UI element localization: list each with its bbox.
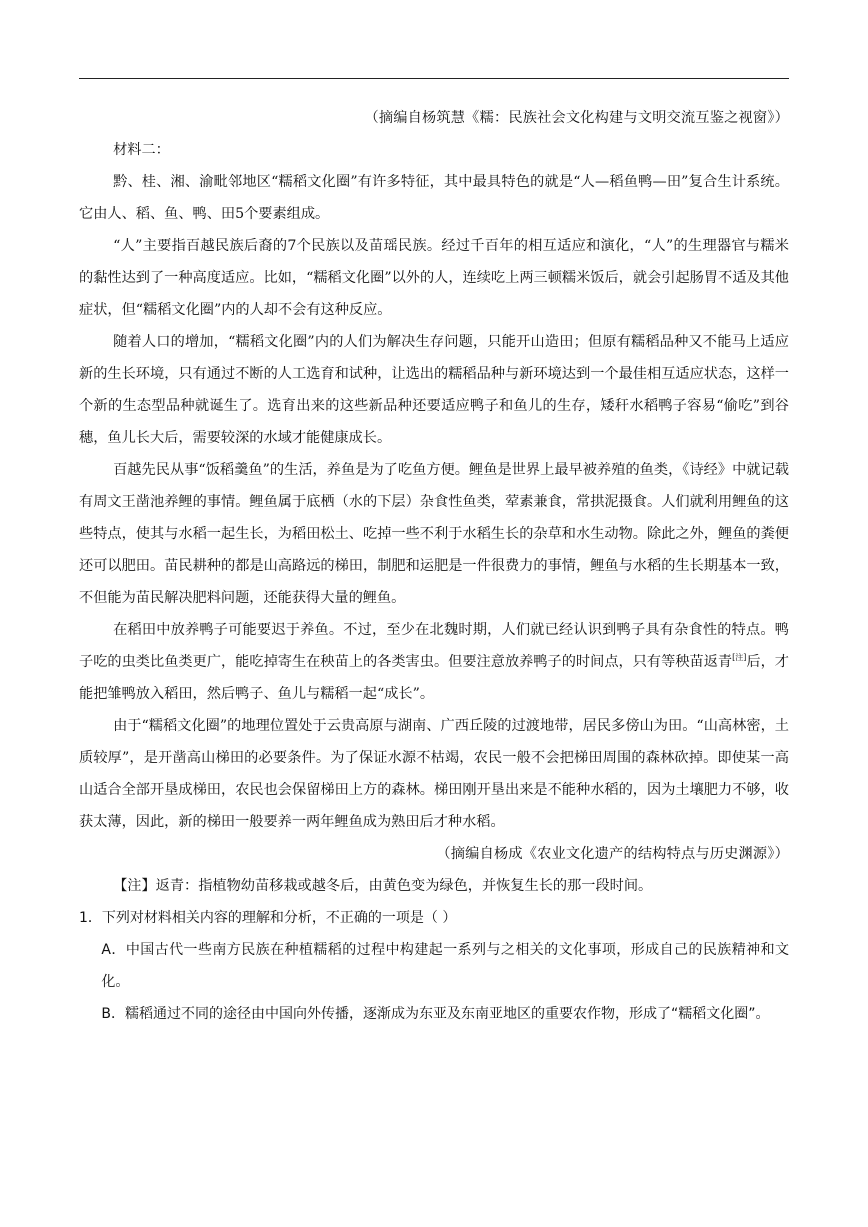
- material-heading: 材料二：: [113, 142, 170, 158]
- question-stem: 1．下列对材料相关内容的理解和分析，不正确的一项是（ ）: [79, 910, 457, 926]
- paragraph: 黔、桂、湘、渝毗邻地区“糯稻文化圈”有许多特征，其中最具特色的就是“人—稻鱼鸭—田”复合生计系统。它由人、稻、鱼、鸭、田5个要素组成。: [79, 174, 789, 222]
- paragraph-text: 在稻田中放养鸭子可能要迟于养鱼。不过，至少在北魏时期，人们就已经认识到鸭子具有杂食性的特点。鸭子吃的虫类比鱼类更广，能吃掉寄生在秧苗上的各类害虫。但要注意放养鸭子的时间点，只有等秧苗返青: [79, 622, 789, 670]
- paragraph: 随着人口的增加，“糯稻文化圈”内的人们为解决生存问题，只能开山造田；但原有糯稻品种又不能马上适应新的生长环境，只有通过不断的人工选育和试种，让选出的糯稻品种与新环境达到一个最佳相互适应状态，这样一个新的生态型品种就诞生了。选育出来的这些新品种还要适应鸭子和鱼儿的生存，矮秆水稻鸭子容易“偷吃”到谷穗，鱼儿长大后，需要较深的水域才能健康成长。: [79, 334, 789, 446]
- source-citation-2: （摘编自杨成《农业文化遗产的结构特点与历史渊源》）: [436, 846, 789, 862]
- paragraph: 百越先民从事“饭稻羹鱼”的生活，养鱼是为了吃鱼方便。鲤鱼是世界上最早被养殖的鱼类，《诗经》中就记载有周文王凿池养鲤的事情。鲤鱼属于底栖（水的下层）杂食性鱼类，荤素兼食，常拱泥摄食。人们就利用鲤鱼的这些特点，使其与水稻一起生长，为稻田松土、吃掉一些不利于水稻生长的杂草和水生动物。除此之外，鲤鱼的粪便还可以肥田。苗民耕种的都是山高路远的梯田，制肥和运肥是一件很费力的事情，鲤鱼与水稻的生长期基本一致，不但能为苗民解决肥料问题，还能获得大量的鲤鱼。: [79, 462, 789, 606]
- document-page: [79, 102, 789, 1030]
- note-marker: [注]: [732, 653, 747, 662]
- top-divider: [79, 78, 789, 79]
- source-citation-1: （摘编自杨筑慧《糯：民族社会文化构建与文明交流互鉴之视窗》）: [364, 110, 789, 126]
- paragraph: 由于“糯稻文化圈”的地理位置处于云贵高原与湖南、广西丘陵的过渡地带，居民多傍山为田。“山高林密，土质较厚”，是开凿高山梯田的必要条件。为了保证水源不枯竭，农民一般不会把梯田周围的森林砍掉。即使某一高山适合全部开垦成梯田，农民也会保留梯田上方的森林。梯田刚开垦出来是不能种水稻的，因为土壤肥力不够，收获太薄，因此，新的梯田一般要养一两年鲤鱼成为熟田后才种水稻。: [79, 718, 789, 830]
- paragraph-text: 后，才能把雏鸭放入稻田，然后鸭子、鱼儿与糯稻一起“成长”。: [79, 654, 789, 702]
- question-option: B．糯稻通过不同的途径由中国向外传播，逐渐成为东亚及东南亚地区的重要农作物，形成了“糯稻文化圈”。: [101, 1006, 770, 1022]
- footnote: 【注】返青：指植物幼苗移栽或越冬后，由黄色变为绿色，并恢复生长的那一段时间。: [113, 878, 653, 894]
- paragraph: “人”主要指百越民族后裔的7个民族以及苗瑶民族。经过千百年的相互适应和演化，“人”的生理器官与糯米的黏性达到了一种高度适应。比如，“糯稻文化圈”以外的人，连续吃上两三顿糯米饭后，就会引起肠胃不适及其他症状，但“糯稻文化圈”内的人却不会有这种反应。: [79, 238, 789, 318]
- paragraph-with-note: [79, 614, 789, 710]
- question-option: A．中国古代一些南方民族在种植糯稻的过程中构建起一系列与之相关的文化事项，形成自己的民族精神和文化。: [101, 942, 789, 990]
